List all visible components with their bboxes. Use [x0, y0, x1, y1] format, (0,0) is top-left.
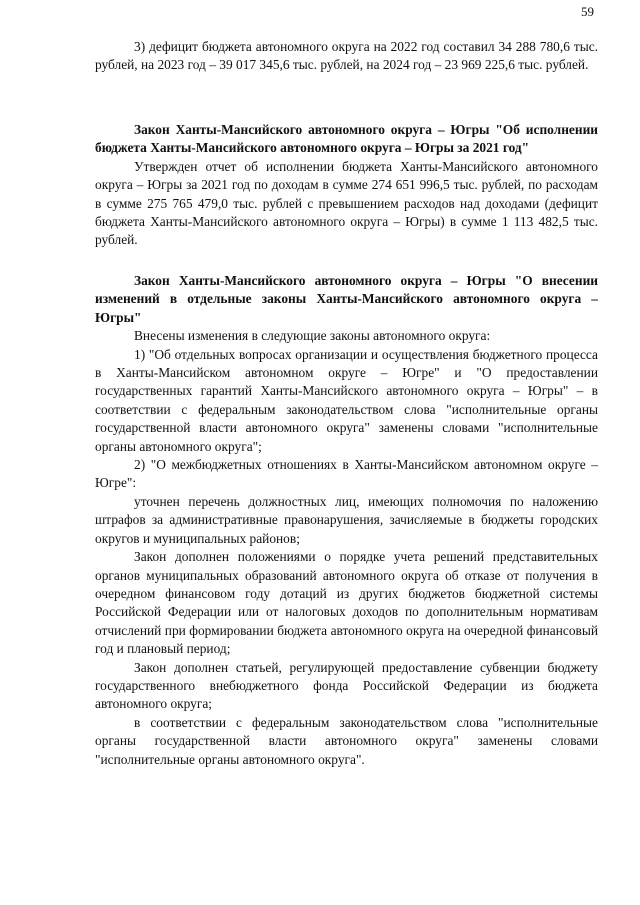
law-amendments-paragraph: 1) "Об отдельных вопросах организации и осуществления бюджетного процесса в Ханты-Мансийском автономном округе – Югре" и "О предоставлении государственных гарантий Ханты-Мансийского автономного округа – Югры" – в соответствии с федеральным законодательством слова "исполнительные органы государственной власти автономного округа" заменены словами "исполнительные органы автономного округа";	[95, 346, 598, 454]
law-amendments-paragraph: 2) "О межбюджетных отношениях в Ханты-Мансийском автономном округе – Югре":	[95, 457, 598, 491]
law-2021-execution-section	[95, 121, 598, 250]
law-amendments-paragraph: Внесены изменения в следующие законы автономного округа:	[134, 328, 491, 344]
deficit-section	[95, 38, 598, 75]
law-amendments-paragraph: Закон дополнен статьей, регулирующей предоставление субвенции бюджету государственного внебюджетного фонда Российской Федерации из бюджета автономного округа;	[95, 659, 598, 712]
law-amendments-paragraph: Закон дополнен положениями о порядке учета решений представительных органов муниципальных образований автономного округа об отказе от получения в очередном финансовом году дотаций из других бюджетов бюджетной системы Российской Федерации или от налоговых доходов по дополнительным нормативам отчислений при формировании бюджета автономного округа на очередной финансовый год и плановый период;	[95, 549, 598, 657]
deficit-paragraph: 3) дефицит бюджета автономного округа на 2022 год составил 34 288 780,6 тыс. рублей, на 2023 год – 39 017 345,6 тыс. рублей, на 2024 год – 23 969 225,6 тыс. рублей.	[95, 39, 598, 73]
law-2021-title: Закон Ханты-Мансийского автономного округа – Югры "Об исполнении бюджета Ханты-Мансийского автономного округа – Югры за 2021 год"	[95, 122, 598, 156]
page-number: 59	[581, 4, 594, 19]
law-amendments-title: Закон Ханты-Мансийского автономного округа – Югры "О внесении изменений в отдельные законы Ханты-Мансийского автономного округа – Югры"	[95, 273, 598, 325]
law-2021-body: Утвержден отчет об исполнении бюджета Ханты-Мансийского автономного округа – Югры за 2021 год по доходам в сумме 274 651 996,5 тыс. рублей, по расходам в сумме 275 765 479,0 тыс. рублей с превышением расходов над доходами (дефицит бюджета Ханты-Мансийского автономного округа – Югры) в сумме 1 113 482,5 тыс. рублей.	[95, 158, 598, 248]
law-amendments-section	[95, 272, 598, 769]
law-amendments-paragraph: уточнен перечень должностных лиц, имеющих полномочия по наложению штрафов за административные правонарушения, зачисляемые в бюджеты городских округов и муниципальных районов;	[95, 493, 598, 546]
law-amendments-paragraph: в соответствии с федеральным законодательством слова "исполнительные органы государственной власти автономного округа" заменены словами "исполнительные органы автономного округа".	[95, 714, 598, 767]
